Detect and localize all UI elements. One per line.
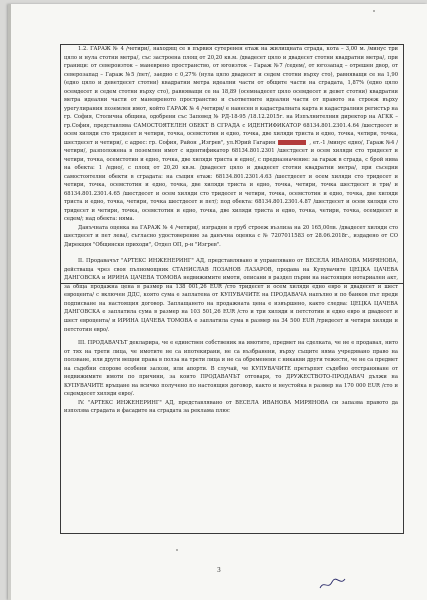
tax-valuation-paragraph: Данъчната оценка на ГАРАЖ № 4 /четири/, изграден в груб строеж възлиза на 20 165,00лв. /двадесет хиляди сто шестдесет и пет лева/, съгласно удостоверение за данъчна оценка с № 7207011583 от 28.06.2018г., издадено от СО Дирекция "Общински приходи", Отдел ОП, р-н "Изгрев".: [64, 224, 398, 248]
paragraph-1-2-tail: , ет.-1 /минус едно/, Гараж №4 /четири/, разположена в поземлен имот с идентификатор 68134.801.2301 /шестдесет и осем хиляди сто тридесет и четири, точка, осемстотин и едно, точка, две хиляди триста и едно/, с предназначение: за гараж в сграда, с брой нива на обекта: 1 /едно/, с площ от 20,20 кв.м. /двадесет цяло и двадесет стотни квадратни метра/, при съседни самостоятелни обекти в сградата: на същия етаж: 68134.801.2301.4.63 /шестдесет и осем хиляди сто тридесет и четири, точка, осемстотин и едно, точка, две хиляди триста и едно, точка, четири, точка шестдесет и три/ и 68134.801.2301.4.65 /шестдесет и осем хиляди сто тридесет и четири, точка, осемстотин и едно, точка, две хиляди триста и едно, точка, четири, точка шестдесет и пет/; под обекта: 68134.801.2301.4.87 /шестдесет и осем хиляди сто тридесет и четири, точка, осемстотин и едно, точка, две хиляди триста и едно, точка, четири, точка, осемдесет и седем/; над обекта: няма.: [64, 139, 398, 223]
page-left-edge: [8, 4, 11, 600]
scan-speck: [176, 549, 178, 551]
page-number: 3: [217, 567, 221, 574]
paragraph-1-2: [64, 45, 398, 224]
document-body: [64, 45, 398, 416]
section-III-paragraph: III. ПРОДАВАЧЪТ декларира, че е единствен собственик на имотите, предмет на сделката, че не е продавал, нито от тях на трети лица, че имотите не са ипотекирани, не са възбранени, върху същите няма учредявано право на ползване, или други вещни права в полза на трети лица и не са обременени с никакви други тежести, че не са предмет на съдебни спорове особени залози, или апорти. В случай, че КУПУВАЧИТЕ претърпят съдебно отстраняване от недвижимите имоти по причини, за които ПРОДАВАЧЪТ отговаря, то ДРУЖЕСТВОТО-ПРОДАВАЧ дължи на КУПУВАЧИТЕ връщане на всичко получено по настоящия договор, както и неустойка в размер на 170 000 EUR /сто и седемдесет хиляди евро/.: [64, 340, 398, 398]
scan-speck: [373, 10, 375, 12]
paragraph-1-2-text: 1.2. ГАРАЖ № 4 /четири/, находящ се в първия сутеренен етаж на жилищната сграда, кота – 3,00 м. /минус три цяло и нула стотни метра/, със застроена площ от 20,20 кв.м. /двадесет цяло и двадесет стотни квадратни метра/, при граници: от североизток – маневрено пространство, от югоизток – Гараж №7 /седем/, от югозапад – отрешен двор, от северозапад – Гараж №5 /пет/, заедно с 0,27% (нула цяло двадесет и седем стотни върху сто), равняващи се на 1,90 (едно цяло и деветдесет стотни) квадратни метра идеални части от общите части на сградата, 1,87% (едно цяло осемдесет и седем стотни върху сто), равняващи се на 18,89 (осемнадесет цяло осемдесет и девет стотни) квадратни метра идеални части от маневреното пространство и съответните идеални части от правото на строеж върху урегулирания поземлен имот, който ГАРАЖ № 4 /четири/ е нанесен в кадастралната карта и кадастралния регистър на гр. София, Столична община, одобрени със Заповед № РД-18-95 /18.12.2015г. на Изпълнителния директор на АГКК – гр.София, представлява САМОСТОЯТЕЛЕН ОБЕКТ В СГРАДА с ИДЕНТИФИКАТОР 68134.801.2301.4.64 /шестдесет и осем хиляди сто тридесет и четири, точка, осемстотин и едно, точка, две хиляди триста и едно, точка, четири, точка, шестдесет и четири/, с адрес: гр. София, Район „Изгрев", ул.Юрий Гагарин: [64, 46, 398, 146]
handwritten-mark: [318, 576, 348, 592]
section-IV-paragraph: IV. "АРТЕКС ИНЖЕНЕРИНГ" АД, представлявано от ВЕСЕЛА ИВАНОВА МИРЯНОВА си запазва правото да използва сградата и фасадите на сградата за реклама плюс: [64, 399, 398, 415]
section-II-paragraph: II. Продавачът "АРТЕКС ИНЖЕНЕРИНГ" АД, представлявано и управлявано от ВЕСЕЛА ИВАНОВА МИРЯНОВА, действаща чрез своя пълномощник СТАНИСЛАВ ЛОЗАНОВ ЛАЗАРОВ, продава на Купувачите ЦЕЦКА ЦАЧЕВА ДАНГОВСКА и ИРИНА ЦАЧЕВА ТОМОВА недвижимите имоти, описани в раздел първи на настоящия нотариален акт, за обща продажна цена в размер на 138 001,26 EUR /сто тридесет и осем хиляди едно евро и двадесет и шест евроцента/ с включен ДДС, която сума е заплатена от КУПУВАЧИТЕ на ПРОДАВАЧА напълно и по банков път преди подписване на настоящия договор. Заплащането на продажната цена е извършено, както следва: ЦЕЦКА ЦАЧЕВА ДАНГОВСКА е заплатила сума в размер на 103 501,26 EUR /сто и три хиляди и петстотин и едно евро и двадесет и шест евроцента/ и ИРИНА ЦАЧЕВА ТОМОВА е заплатила сума в размер на 34 500 EUR /тридесет и четири хиляди и петстотин евро/.: [64, 258, 398, 333]
document-page: [8, 4, 427, 600]
redaction-mark: [278, 140, 306, 145]
